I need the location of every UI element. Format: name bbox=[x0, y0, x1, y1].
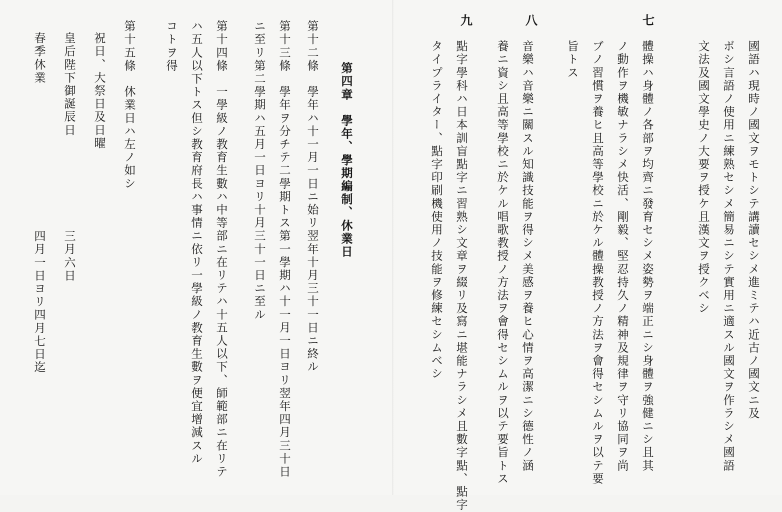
section-seven-line-7: 旨トス bbox=[566, 40, 580, 80]
article-13-line-2: ニ至リ第二學期ハ五月一日ヨリ十月三十一日ニ至ル bbox=[253, 20, 267, 322]
article-14-line-3: コトヲ得 bbox=[165, 20, 179, 73]
section-seven-line-4: 體操ハ身體ノ各部ヲ均齊ニ發育セシメ姿勢ヲ端正ニシ身體ヲ強健ニシ且其 bbox=[641, 40, 655, 473]
chapter-title: 第四章 學年、學期編制、休業日 bbox=[340, 62, 354, 259]
article-13-line-1: 第十三條 學年ヲ分チテ二學期トス第一學期ハ十一月一日ヨリ翌年四月三十日 bbox=[278, 20, 292, 479]
section-seven-line-1: 國語ハ現時ノ國文ヲモトシテ講讀セシメ進ミテハ近古ノ國文ニ及 bbox=[747, 40, 761, 420]
section-nine-number: 九 bbox=[459, 14, 473, 28]
section-seven-line-3: 文法及國文學史ノ大要ヲ授ケ且漢文ヲ授クベシ bbox=[697, 40, 711, 316]
article-14-line-1: 第十四條 一學級ノ教育生數ハ中等部ニ在リテハ十五人以下、師範部ニ在リテ bbox=[215, 20, 229, 479]
section-eight-line-1: 音樂ハ音樂ニ關スル知識技能ヲ得シメ美感ヲ養ヒ心情ヲ高潔ニシ德性ノ涵 bbox=[521, 40, 535, 473]
section-seven-line-6: ブノ習慣ヲ養ヒ且高等學校ニ於ケル體操教授ノ方法ヲ會得セシムルヲ以テ要 bbox=[591, 40, 605, 486]
section-eight-number: 八 bbox=[524, 14, 538, 28]
section-seven-line-5: ノ動作ヲ機敏ナラシメ快活、剛毅、堅忍持久ノ精神及規律ヲ守リ協同ヲ尚 bbox=[616, 40, 630, 473]
article-14-line-2: ハ五人以下トス但シ教育府長ハ事情ニ依リ一學級ノ教育生數ヲ便宜增減スル bbox=[190, 20, 204, 466]
section-nine-line-2: タイプライター、點字印刷機使用ノ技能ヲ修練セシムベシ bbox=[430, 40, 444, 381]
article-15-line-1: 第十五條 休業日ハ左ノ如シ bbox=[123, 20, 137, 191]
section-seven-line-2: ボシ言語ノ使用ニ練熟セシメ簡易ニシテ實用ニ適スル國文ヲ作ラシメ國語 bbox=[722, 40, 736, 473]
article-12-line-1: 第十二條 學年ハ十一月一日ニ始リ翌年十月三十一日ニ終ル bbox=[306, 20, 320, 374]
page-gutter-shadow bbox=[392, 0, 394, 495]
holiday-2-date: 三月六日 bbox=[63, 230, 77, 283]
section-nine-line-1: 點字學科ハ日本訓盲點字ニ習熟シ文章ヲ綴リ及寫ニ堪能ナラシメ且數字點、點字 bbox=[455, 40, 469, 512]
holiday-2-name: 皇后陛下御誕辰日 bbox=[63, 32, 77, 137]
holiday-3-date: 四月一日ヨリ四月七日迄 bbox=[33, 230, 47, 375]
section-seven-number: 七 bbox=[641, 14, 655, 28]
holiday-3-name: 春季休業 bbox=[33, 32, 47, 85]
section-eight-line-2: 養ニ資シ且高等學校ニ於ケル唱歌教授ノ方法ヲ會得セシムルヲ以テ要旨トス bbox=[496, 40, 510, 486]
holiday-1-name: 祝日、大祭日及日曜 bbox=[93, 32, 107, 150]
